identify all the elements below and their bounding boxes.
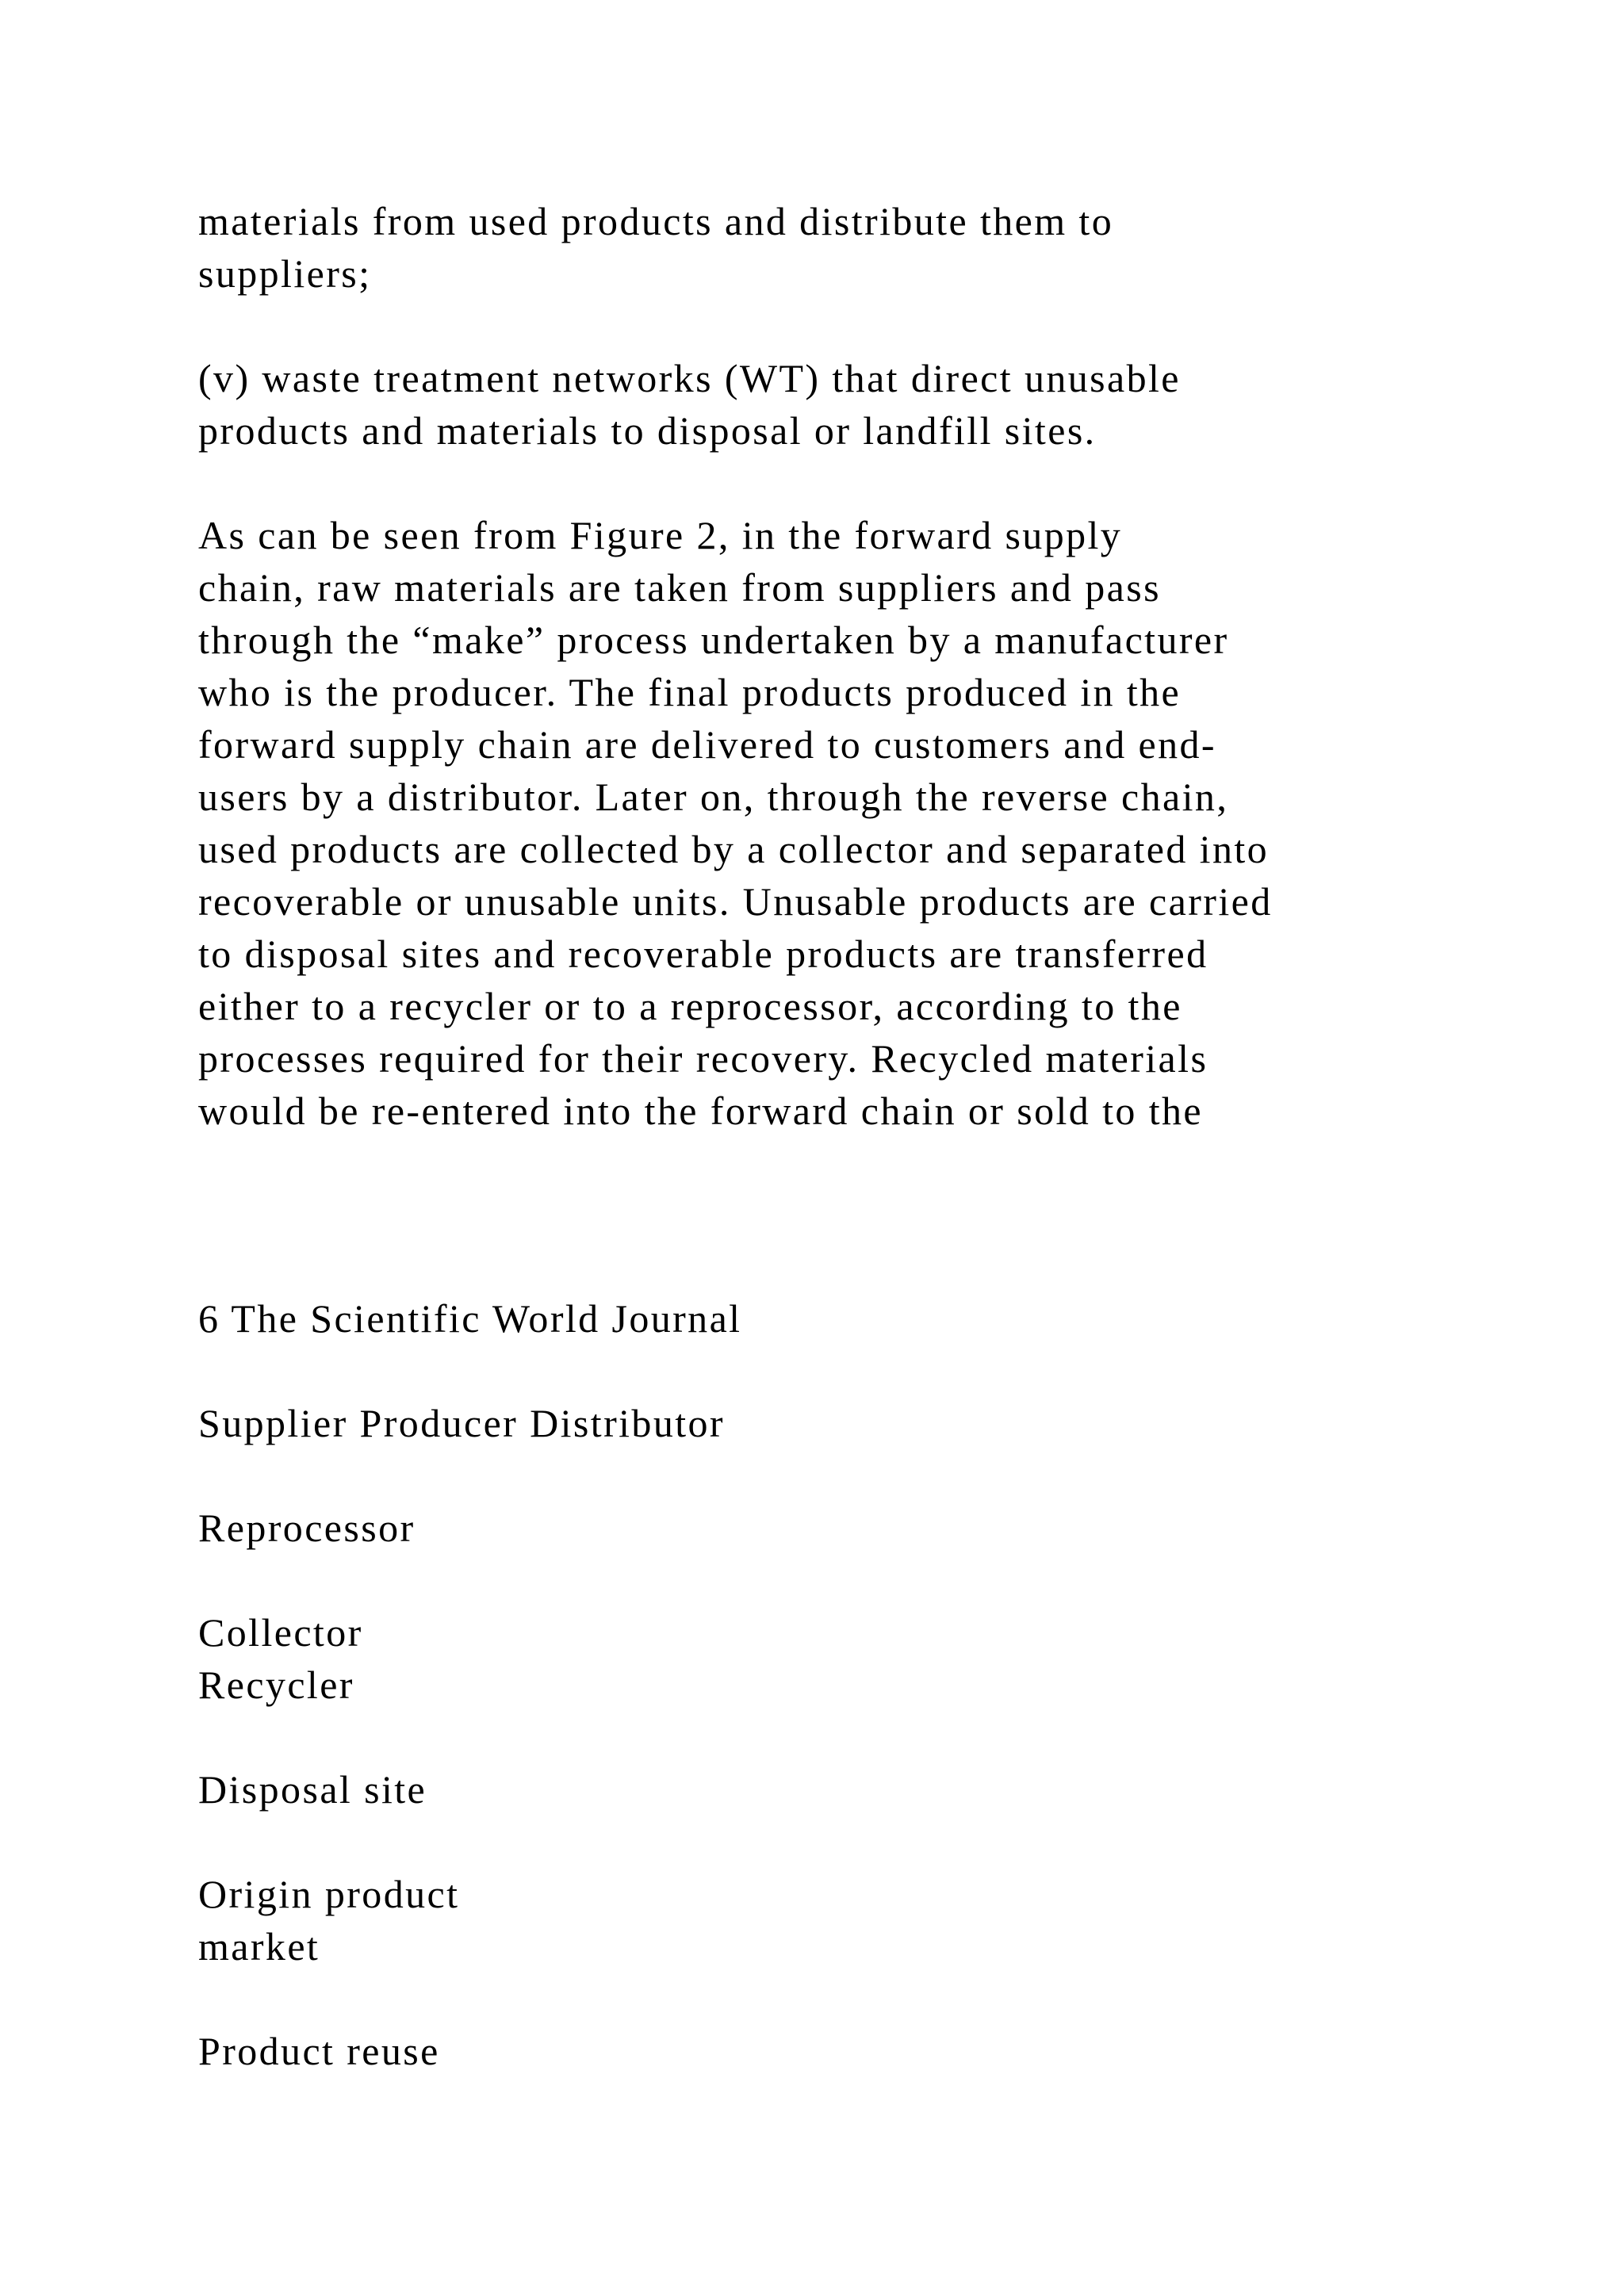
figure-label-collector-recycler: Collector Recycler — [198, 1610, 363, 1707]
figure-label-disposal-site: Disposal site — [198, 1767, 427, 1812]
paragraph-figure-discussion: As can be seen from Figure 2, in the forward supply chain, raw materials are taken from suppliers and pass through the “make” process undertaken by a manufacturer who is the producer. The final products produced in the forward supply chain are delivered to customers and end- users by a distributor. Later on, through the reverse chain, used products are collected by a collector and separated into recoverable or unusable units. Unusable products are carried to disposal sites and recoverable products are transferred either to a recycler or to a reprocessor, according to the processes required for their recovery. Recycled materials would be re-entered into the forward chain or sold to the — [198, 513, 1273, 1133]
paragraph-materials: materials from used products and distribute them to suppliers; — [198, 199, 1114, 296]
figure-label-top-row: Supplier Producer Distributor — [198, 1401, 725, 1445]
figure-label-reprocessor: Reprocessor — [198, 1506, 416, 1550]
figure-label-product-reuse: Product reuse — [198, 2029, 440, 2073]
running-header: 6 The Scientific World Journal — [198, 1296, 742, 1341]
paragraph-waste-treatment: (v) waste treatment networks (WT) that direct unusable products and materials to disposal or landfill sites. — [198, 356, 1181, 453]
figure-label-origin-market: Origin product market — [198, 1872, 460, 1969]
